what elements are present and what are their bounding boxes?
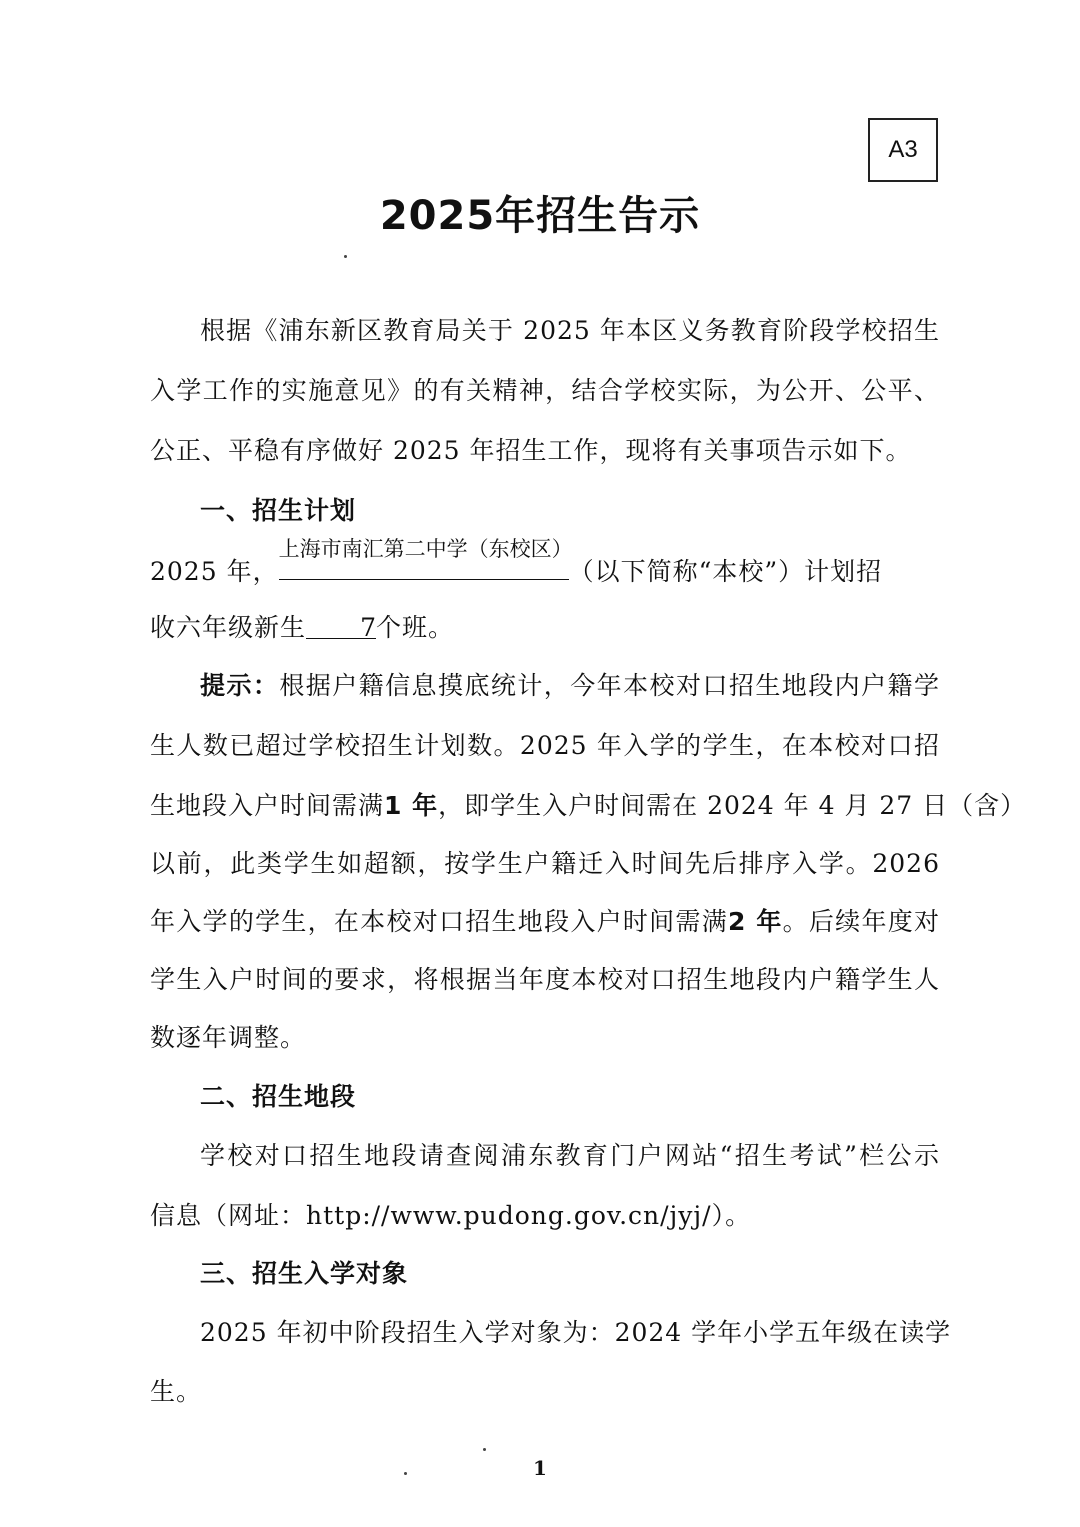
eligibility-line: 2025 年初中阶段招生入学对象为：2024 学年小学五年级在读学 <box>200 1318 952 1347</box>
plan-suffix: （以下简称“本校”）计划招 <box>568 557 883 586</box>
class-suffix: 个班。 <box>376 613 455 642</box>
intro-paragraph-line: 入学工作的实施意见》的有关精神，结合学校实际，为公开、公平、 <box>150 376 940 405</box>
tip-text: ，即学生入户时间需在 2024 年 4 月 27 日（含） <box>438 791 1027 820</box>
school-name: 上海市南汇第二中学（东校区） <box>278 537 573 561</box>
class-count-field: 7 <box>306 608 376 639</box>
section-heading-plan: 一、招生计划 <box>200 496 357 525</box>
tip-line <box>150 902 940 942</box>
tip-line: 生人数已超过学校招生计划数。2025 年入学的学生，在本校对口招 <box>150 731 940 760</box>
tip-line: 数逐年调整。 <box>150 1023 307 1052</box>
intro-paragraph-line: 公正、平稳有序做好 2025 年招生工作，现将有关事项告示如下。 <box>150 436 912 465</box>
document-code: A3 <box>888 136 918 163</box>
tip-line <box>200 666 940 706</box>
plan-prefix: 2025 年， <box>150 557 279 586</box>
scan-speck <box>404 1472 407 1475</box>
scan-speck <box>483 1448 486 1451</box>
district-line: 信息（网址：http://www.pudong.gov.cn/jyj/）。 <box>150 1201 752 1230</box>
section-heading-district: 二、招生地段 <box>200 1082 357 1111</box>
tip-text: 生地段入户时间需满 <box>150 791 385 820</box>
tip-text: 年入学的学生，在本校对口招生地段入户时间需满 <box>150 907 728 936</box>
plan-line <box>150 537 940 592</box>
tip-line: 以前，此类学生如超额，按学生户籍迁入时间先后排序入学。2026 <box>150 849 940 878</box>
school-name-field <box>278 537 573 580</box>
district-line: 学校对口招生地段请查阅浦东教育门户网站“招生考试”栏公示 <box>200 1141 940 1170</box>
section-heading-eligibility: 三、招生入学对象 <box>200 1259 409 1288</box>
class-count-line <box>150 608 940 648</box>
class-prefix: 收六年级新生 <box>150 613 307 642</box>
tip-emphasis: 1 年 <box>384 791 439 820</box>
tip-line <box>150 786 1027 826</box>
tip-line: 学生入户时间的要求，将根据当年度本校对口招生地段内户籍学生人 <box>150 965 940 994</box>
document-code-box <box>868 118 938 182</box>
page-number: 1 <box>533 1456 547 1480</box>
tip-text: 根据户籍信息摸底统计，今年本校对口招生地段内户籍学 <box>279 671 940 700</box>
intro-paragraph-line: 根据《浦东新区教育局关于 2025 年本区义务教育阶段学校招生 <box>200 316 940 345</box>
tip-emphasis: 2 年 <box>727 907 783 936</box>
page-title: 2025年招生告示 <box>379 193 701 239</box>
eligibility-line: 生。 <box>150 1377 203 1406</box>
tip-label: 提示： <box>200 671 280 700</box>
tip-text: 。后续年度对 <box>782 907 940 936</box>
scan-speck <box>344 255 347 258</box>
